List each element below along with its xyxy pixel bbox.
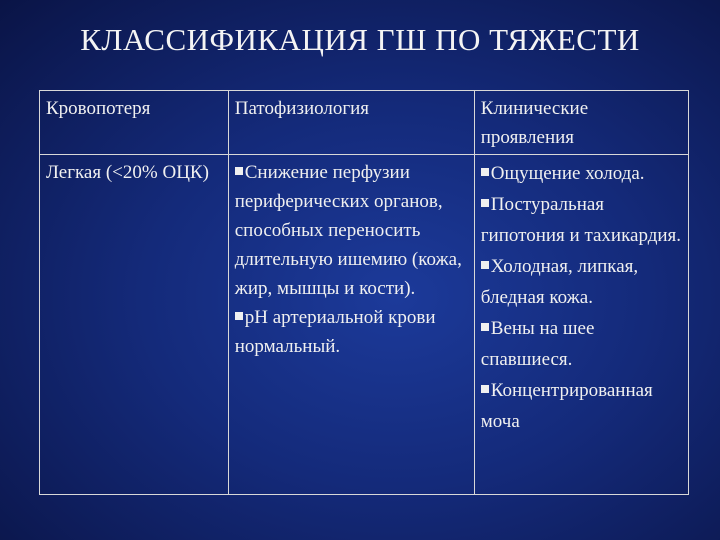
table-header-row xyxy=(40,91,689,155)
header-clinical: Клинические проявления xyxy=(474,91,688,155)
list-item: рН артериальной крови нормальный. xyxy=(234,307,436,357)
square-bullet-icon xyxy=(481,323,489,331)
list-item: Концентрированная моча xyxy=(480,380,653,432)
square-bullet-icon xyxy=(235,167,243,175)
slide-title: КЛАССИФИКАЦИЯ ГШ ПО ТЯЖЕСТИ xyxy=(80,22,640,57)
list-item: Вены на шее спавшиеся. xyxy=(480,318,595,370)
square-bullet-icon xyxy=(481,261,489,269)
clinical-cell xyxy=(474,155,688,495)
list-item: Ощущение холода. xyxy=(481,158,683,189)
list-item: Постуральная гипотония и тахикардия. xyxy=(480,194,682,246)
square-bullet-icon xyxy=(481,385,489,393)
header-blood-loss: Кровопотеря xyxy=(40,91,229,155)
square-bullet-icon xyxy=(235,312,243,320)
header-pathophysiology: Патофизиология xyxy=(228,91,474,155)
table-row xyxy=(40,155,689,495)
square-bullet-icon xyxy=(481,168,489,176)
list-item: Снижение перфузии периферических органов, способных переносить длительную ишемию (кожа, жир, мышцы и кости). xyxy=(234,162,462,299)
grade-cell: Легкая (<20% ОЦК) xyxy=(40,155,229,495)
pathophysiology-cell xyxy=(228,155,474,495)
square-bullet-icon xyxy=(481,199,489,207)
list-item: Холодная, липкая, бледная кожа. xyxy=(480,256,639,308)
classification-table xyxy=(39,90,689,495)
